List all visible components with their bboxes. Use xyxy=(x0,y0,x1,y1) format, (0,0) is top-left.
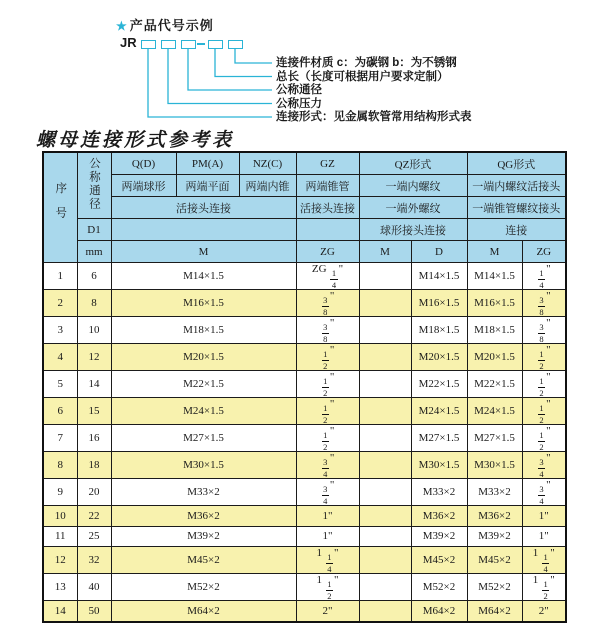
col-header-gz: GZ xyxy=(296,152,359,175)
table-cell: 15 xyxy=(77,398,111,425)
unit-m-qg: M xyxy=(467,241,522,263)
table-cell: 10 xyxy=(43,506,77,527)
table-cell: 1" xyxy=(522,526,566,547)
table-row xyxy=(43,479,566,506)
label-connection: 连接形式：见金属软管常用结构形式表 xyxy=(276,111,472,123)
table-row xyxy=(43,344,566,371)
table-cell xyxy=(359,574,411,601)
table-cell: $\frac{1}{2}$ " xyxy=(522,344,566,371)
table-cell: 20 xyxy=(77,479,111,506)
fraction: $\frac{1}{2}$ xyxy=(543,579,548,601)
table-cell: M18×1.5 xyxy=(467,317,522,344)
table-row xyxy=(43,425,566,452)
table-cell: M27×1.5 xyxy=(111,425,296,452)
conn-left: 活接头连接 xyxy=(111,197,296,219)
table-cell: $\frac{1}{2}$ " xyxy=(522,425,566,452)
table-cell: 10 xyxy=(77,317,111,344)
fraction: $\frac{1}{2}$ xyxy=(323,349,328,371)
d1-empty-gz xyxy=(296,219,359,241)
type-pma: 两端平面 xyxy=(176,175,239,197)
fraction: $\frac{1}{4}$ xyxy=(327,552,332,574)
table-cell: 3 xyxy=(43,317,77,344)
table-cell: M30×1.5 xyxy=(411,452,467,479)
table-cell xyxy=(359,344,411,371)
code-box-2 xyxy=(161,40,176,49)
table-cell: M36×2 xyxy=(411,506,467,527)
table-cell: $\frac{1}{4}$ " xyxy=(522,263,566,290)
star-icon: ★ xyxy=(116,19,128,33)
table-cell: M20×1.5 xyxy=(411,344,467,371)
table-cell: M39×2 xyxy=(111,526,296,547)
table-cell: $\frac{3}{4}$ " xyxy=(296,479,359,506)
diagram-heading-text: 产品代号示例 xyxy=(129,18,214,33)
table-cell: M33×2 xyxy=(111,479,296,506)
table-cell: $\frac{3}{8}$ " xyxy=(296,290,359,317)
fraction: $\frac{1}{4}$ xyxy=(539,268,544,290)
type-qz: 一端内螺纹 xyxy=(359,175,467,197)
fraction: $\frac{1}{2}$ xyxy=(323,376,328,398)
table-cell: M20×1.5 xyxy=(467,344,522,371)
table-cell xyxy=(359,398,411,425)
table-cell: $\frac{1}{2}$ " xyxy=(296,398,359,425)
label-total-length: 总长（长度可根据用户要求定制） xyxy=(276,70,449,83)
code-prefix: JR xyxy=(120,35,137,50)
fraction: $\frac{3}{4}$ xyxy=(323,457,328,479)
table-cell: M18×1.5 xyxy=(111,317,296,344)
table-cell: 2" xyxy=(296,601,359,622)
table-cell: 40 xyxy=(77,574,111,601)
table-cell: 25 xyxy=(77,526,111,547)
table-cell: M14×1.5 xyxy=(111,263,296,290)
table-row xyxy=(43,263,566,290)
fraction: $\frac{3}{4}$ xyxy=(323,484,328,506)
table-cell: M30×1.5 xyxy=(467,452,522,479)
table-cell xyxy=(359,452,411,479)
table-cell xyxy=(359,479,411,506)
table-cell: M27×1.5 xyxy=(411,425,467,452)
table-cell: 2 xyxy=(43,290,77,317)
code-box-3 xyxy=(181,40,196,49)
header-row-groups xyxy=(43,152,566,175)
table-cell: M52×2 xyxy=(411,574,467,601)
table-cell: 7 xyxy=(43,425,77,452)
table-cell: M39×2 xyxy=(411,526,467,547)
col-header-qd: Q(D) xyxy=(111,152,176,175)
unit-zg-qg: ZG xyxy=(522,241,566,263)
fraction: $\frac{3}{4}$ xyxy=(539,457,544,479)
col-header-pma: PM(A) xyxy=(176,152,239,175)
table-cell: M14×1.5 xyxy=(467,263,522,290)
table-cell: 6 xyxy=(77,263,111,290)
table-cell xyxy=(359,547,411,574)
table-cell: $\frac{1}{2}$ " xyxy=(296,344,359,371)
col-header-qg: QG形式 xyxy=(467,152,566,175)
table-cell xyxy=(359,601,411,622)
table-cell: M52×2 xyxy=(467,574,522,601)
fraction: $\frac{1}{4}$ xyxy=(331,268,337,290)
fraction: $\frac{1}{2}$ xyxy=(539,349,544,371)
col-header-seq: 序号 xyxy=(43,152,77,263)
table-cell: 1" xyxy=(296,526,359,547)
table-cell: M20×1.5 xyxy=(111,344,296,371)
fraction: $\frac{1}{2}$ xyxy=(539,430,544,452)
conn-qz2: 一端外螺纹 xyxy=(359,197,467,219)
table-cell: M16×1.5 xyxy=(467,290,522,317)
col-header-nzc: NZ(C) xyxy=(239,152,296,175)
fraction: $\frac{1}{2}$ xyxy=(539,403,544,425)
table-cell: 12 xyxy=(43,547,77,574)
table-cell: M45×2 xyxy=(467,547,522,574)
col-header-dn: 公称通径 xyxy=(77,152,111,219)
table-cell: M22×1.5 xyxy=(467,371,522,398)
table-cell: M18×1.5 xyxy=(411,317,467,344)
label-nominal-bore: 公称通径 xyxy=(276,84,322,96)
table-cell: $\frac{1}{2}$ " xyxy=(296,425,359,452)
table-cell: $\frac{3}{8}$ " xyxy=(522,317,566,344)
table-cell: 32 xyxy=(77,547,111,574)
table-cell: $\frac{3}{8}$ " xyxy=(522,290,566,317)
d1-label: D1 xyxy=(77,219,111,241)
table-cell: 2" xyxy=(522,601,566,622)
conn-qg3: 连接 xyxy=(467,219,566,241)
table-cell: 9 xyxy=(43,479,77,506)
table-cell xyxy=(359,506,411,527)
header-row-d1 xyxy=(43,219,566,241)
table-cell: $\frac{3}{4}$ " xyxy=(522,479,566,506)
header-row-connection xyxy=(43,197,566,219)
type-gz: 两端锥管 xyxy=(296,175,359,197)
table-cell: 1 $\frac{1}{4}$ " xyxy=(522,547,566,574)
table-row xyxy=(43,601,566,622)
table-cell: 5 xyxy=(43,371,77,398)
table-cell xyxy=(359,317,411,344)
fraction: $\frac{1}{2}$ xyxy=(323,430,328,452)
d1-empty-left xyxy=(111,219,296,241)
table-cell: 18 xyxy=(77,452,111,479)
fraction: $\frac{3}{8}$ xyxy=(323,322,328,344)
table-row xyxy=(43,371,566,398)
fraction: $\frac{1}{2}$ xyxy=(539,376,544,398)
table-cell: ZG $\frac{1}{4}$ " xyxy=(296,263,359,290)
table-cell: 11 xyxy=(43,526,77,547)
code-box-4 xyxy=(208,40,223,49)
unit-d-qz: D xyxy=(411,241,467,263)
dash-separator xyxy=(197,43,205,45)
table-cell xyxy=(359,290,411,317)
table-cell: $\frac{3}{8}$ " xyxy=(296,317,359,344)
fraction: $\frac{3}{4}$ xyxy=(539,484,544,506)
table-cell: M16×1.5 xyxy=(411,290,467,317)
table-cell: M45×2 xyxy=(411,547,467,574)
table-cell: 50 xyxy=(77,601,111,622)
table-cell xyxy=(359,425,411,452)
col-header-qz: QZ形式 xyxy=(359,152,467,175)
table-cell: M24×1.5 xyxy=(411,398,467,425)
table-cell: M45×2 xyxy=(111,547,296,574)
reference-table xyxy=(42,151,567,623)
table-row xyxy=(43,526,566,547)
table-cell: M64×2 xyxy=(411,601,467,622)
table-cell: M22×1.5 xyxy=(411,371,467,398)
table-cell: 22 xyxy=(77,506,111,527)
unit-m-qz: M xyxy=(359,241,411,263)
table-cell: 1 xyxy=(43,263,77,290)
table-cell: M24×1.5 xyxy=(111,398,296,425)
table-cell: 8 xyxy=(77,290,111,317)
fraction: $\frac{1}{2}$ xyxy=(327,579,332,601)
table-cell: M33×2 xyxy=(467,479,522,506)
table-cell: $\frac{1}{2}$ " xyxy=(522,398,566,425)
label-material: 连接件材质 c：为碳钢 b：为不锈钢 xyxy=(276,57,457,69)
table-cell: M16×1.5 xyxy=(111,290,296,317)
table-row xyxy=(43,574,566,601)
table-cell: M22×1.5 xyxy=(111,371,296,398)
conn-qz3: 球形接头连接 xyxy=(359,219,467,241)
unit-zg-gz: ZG xyxy=(296,241,359,263)
table-cell: 8 xyxy=(43,452,77,479)
fraction: $\frac{3}{8}$ xyxy=(323,295,328,317)
table-title: 螺母连接形式参考表 xyxy=(36,130,235,151)
table-cell: $\frac{1}{2}$ " xyxy=(296,371,359,398)
type-qg: 一端内螺纹活接头 xyxy=(467,175,566,197)
table-cell: M36×2 xyxy=(111,506,296,527)
table-cell: M64×2 xyxy=(111,601,296,622)
table-cell: $\frac{3}{4}$ " xyxy=(522,452,566,479)
table-cell xyxy=(359,263,411,290)
table-cell: M27×1.5 xyxy=(467,425,522,452)
table-cell: 1 $\frac{1}{2}$ " xyxy=(296,574,359,601)
table-cell: 4 xyxy=(43,344,77,371)
table-row xyxy=(43,317,566,344)
header-row-types xyxy=(43,175,566,197)
table-cell: $\frac{1}{2}$ " xyxy=(522,371,566,398)
table-cell: 6 xyxy=(43,398,77,425)
table-cell: M52×2 xyxy=(111,574,296,601)
code-box-5 xyxy=(228,40,243,49)
table-cell: 14 xyxy=(43,601,77,622)
table-cell xyxy=(359,526,411,547)
table-cell xyxy=(359,371,411,398)
table-cell: M33×2 xyxy=(411,479,467,506)
fraction: $\frac{1}{2}$ xyxy=(323,403,328,425)
conn-gz: 活接头连接 xyxy=(296,197,359,219)
header-row-units xyxy=(43,241,566,263)
table-row xyxy=(43,506,566,527)
table-row xyxy=(43,452,566,479)
table-cell: $\frac{3}{4}$ " xyxy=(296,452,359,479)
type-nzc: 两端内锥 xyxy=(239,175,296,197)
type-qd: 两端球形 xyxy=(111,175,176,197)
label-nominal-press: 公称压力 xyxy=(276,97,322,110)
table-cell: M36×2 xyxy=(467,506,522,527)
table-row xyxy=(43,547,566,574)
table-cell: M14×1.5 xyxy=(411,263,467,290)
table-cell: M24×1.5 xyxy=(467,398,522,425)
diagram-heading xyxy=(116,15,214,34)
fraction: $\frac{3}{8}$ xyxy=(539,322,544,344)
table-cell: 1" xyxy=(296,506,359,527)
table-cell: 1 $\frac{1}{2}$ " xyxy=(522,574,566,601)
table-cell: 1 $\frac{1}{4}$ " xyxy=(296,547,359,574)
conn-qg2: 一端锥管螺纹接头 xyxy=(467,197,566,219)
code-box-1 xyxy=(141,40,156,49)
table-cell: M30×1.5 xyxy=(111,452,296,479)
table-row xyxy=(43,398,566,425)
unit-m-left: M xyxy=(111,241,296,263)
table-cell: 14 xyxy=(77,371,111,398)
table-cell: M39×2 xyxy=(467,526,522,547)
table-cell: 13 xyxy=(43,574,77,601)
table-cell: 12 xyxy=(77,344,111,371)
fraction: $\frac{3}{8}$ xyxy=(539,295,544,317)
table-row xyxy=(43,290,566,317)
table-cell: 1" xyxy=(522,506,566,527)
table-cell: M64×2 xyxy=(467,601,522,622)
fraction: $\frac{1}{4}$ xyxy=(543,552,548,574)
table-cell: 16 xyxy=(77,425,111,452)
unit-mm: mm xyxy=(77,241,111,263)
